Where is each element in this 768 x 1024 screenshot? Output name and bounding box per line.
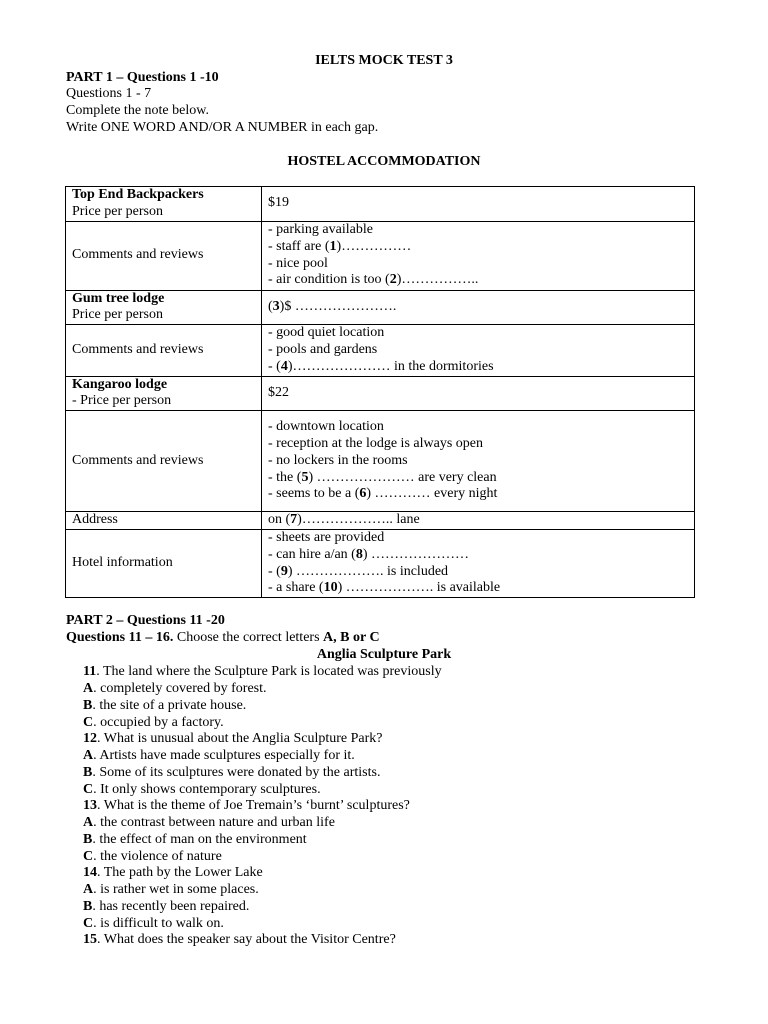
gap-number: 4 [280, 358, 288, 374]
comment-line: - reception at the lodge is always open [268, 435, 483, 451]
table-title: HOSTEL ACCOMMODATION [287, 154, 481, 169]
comments-cell [262, 221, 695, 290]
option-a: A. is rather wet in some places. [83, 882, 259, 897]
option-c: C. the violence of nature [83, 849, 222, 864]
comment-line: - air condition is too (2)…………….. [268, 272, 479, 288]
address-label: Address [66, 512, 262, 530]
gap-number: 1 [329, 238, 337, 254]
part2-instruction: Questions 11 – 16. Choose the correct letters A, B or C [66, 630, 380, 645]
table-row [66, 411, 695, 512]
document-title: IELTS MOCK TEST 3 [315, 53, 453, 68]
comments-label: Comments and reviews [66, 411, 262, 512]
table-row [66, 325, 695, 376]
gap-number: 8 [355, 546, 363, 562]
park-title: Anglia Sculpture Park [316, 647, 452, 662]
table-row [66, 290, 695, 325]
table-row [66, 221, 695, 290]
option-a: A. completely covered by forest. [83, 681, 267, 696]
comment-line: - the (5) ………………… are very clean [268, 469, 497, 485]
info-line: - sheets are provided [268, 529, 385, 545]
hostel-name: Kangaroo lodge [72, 376, 168, 392]
option-a: A. the contrast between nature and urban life [83, 815, 335, 830]
hotel-info-label: Hotel information [66, 529, 262, 597]
info-line: - can hire a/an (8) ………………… [268, 546, 470, 562]
info-line: - (9) ………………. is included [268, 563, 449, 579]
comment-line: - pools and gardens [268, 341, 378, 357]
address-value: on (7)……………….. lane [262, 512, 695, 530]
option-b: B. the site of a private house. [83, 698, 247, 713]
question-13: 13. What is the theme of Joe Tremain’s ‘burnt’ sculptures? [83, 798, 410, 813]
comments-label: Comments and reviews [66, 325, 262, 376]
part1-heading: PART 1 – Questions 1 -10 [66, 70, 219, 85]
price-value: $22 [262, 376, 695, 411]
gap-number: 3 [272, 298, 280, 314]
comment-line: - downtown location [268, 419, 384, 435]
instruction-write: Write ONE WORD AND/OR A NUMBER in each gap. [66, 120, 379, 135]
comment-line: - seems to be a (6) ………… every night [268, 486, 498, 502]
option-c: C. is difficult to walk on. [83, 916, 224, 931]
comments-cell [262, 411, 695, 512]
hostel-name-cell [66, 187, 262, 222]
instruction-complete: Complete the note below. [66, 103, 209, 118]
gap-number: 7 [290, 512, 298, 528]
option-b: B. the effect of man on the environment [83, 832, 307, 847]
table-row [66, 512, 695, 530]
hostel-table [65, 186, 695, 598]
price-value: (3)$ …………………. [262, 290, 695, 325]
price-label: Price per person [72, 307, 163, 323]
hostel-name-cell [66, 376, 262, 411]
option-a: A. Artists have made sculptures especially for it. [83, 748, 355, 763]
question-14: 14. The path by the Lower Lake [83, 865, 263, 880]
comments-label: Comments and reviews [66, 221, 262, 290]
info-line: - a share (10) ………………. is available [268, 580, 501, 596]
hostel-name: Gum tree lodge [72, 290, 165, 306]
part2-heading: PART 2 – Questions 11 -20 [66, 613, 225, 628]
table-row [66, 187, 695, 222]
question-12: 12. What is unusual about the Anglia Sculpture Park? [83, 731, 383, 746]
price-label: - Price per person [72, 393, 172, 409]
price-label: Price per person [72, 203, 163, 219]
comment-line: - nice pool [268, 255, 328, 271]
hostel-name-cell [66, 290, 262, 325]
comment-line: - parking available [268, 222, 373, 237]
comment-line: - no lockers in the rooms [268, 452, 408, 468]
comment-line: - staff are (1)…………… [268, 238, 412, 254]
question-15: 15. What does the speaker say about the Visitor Centre? [83, 932, 396, 947]
hostel-name: Top End Backpackers [72, 187, 204, 202]
price-value: $19 [262, 187, 695, 222]
comment-line: - (4)………………… in the dormitories [268, 358, 494, 374]
table-row [66, 376, 695, 411]
questions-range: Questions 1 - 7 [66, 86, 152, 101]
question-11: 11. The land where the Sculpture Park is located was previously [83, 664, 442, 679]
gap-number: 10 [323, 580, 338, 596]
table-row [66, 529, 695, 597]
comments-cell [262, 325, 695, 376]
option-c: C. occupied by a factory. [83, 715, 224, 730]
option-c: C. It only shows contemporary sculptures. [83, 782, 321, 797]
hotel-info-cell [262, 529, 695, 597]
option-b: B. has recently been repaired. [83, 899, 250, 914]
gap-number: 5 [301, 469, 309, 485]
option-b: B. Some of its sculptures were donated by the artists. [83, 765, 381, 780]
gap-number: 2 [389, 272, 397, 288]
gap-number: 9 [280, 563, 288, 579]
gap-number: 6 [359, 486, 367, 502]
comment-line: - good quiet location [268, 325, 385, 341]
